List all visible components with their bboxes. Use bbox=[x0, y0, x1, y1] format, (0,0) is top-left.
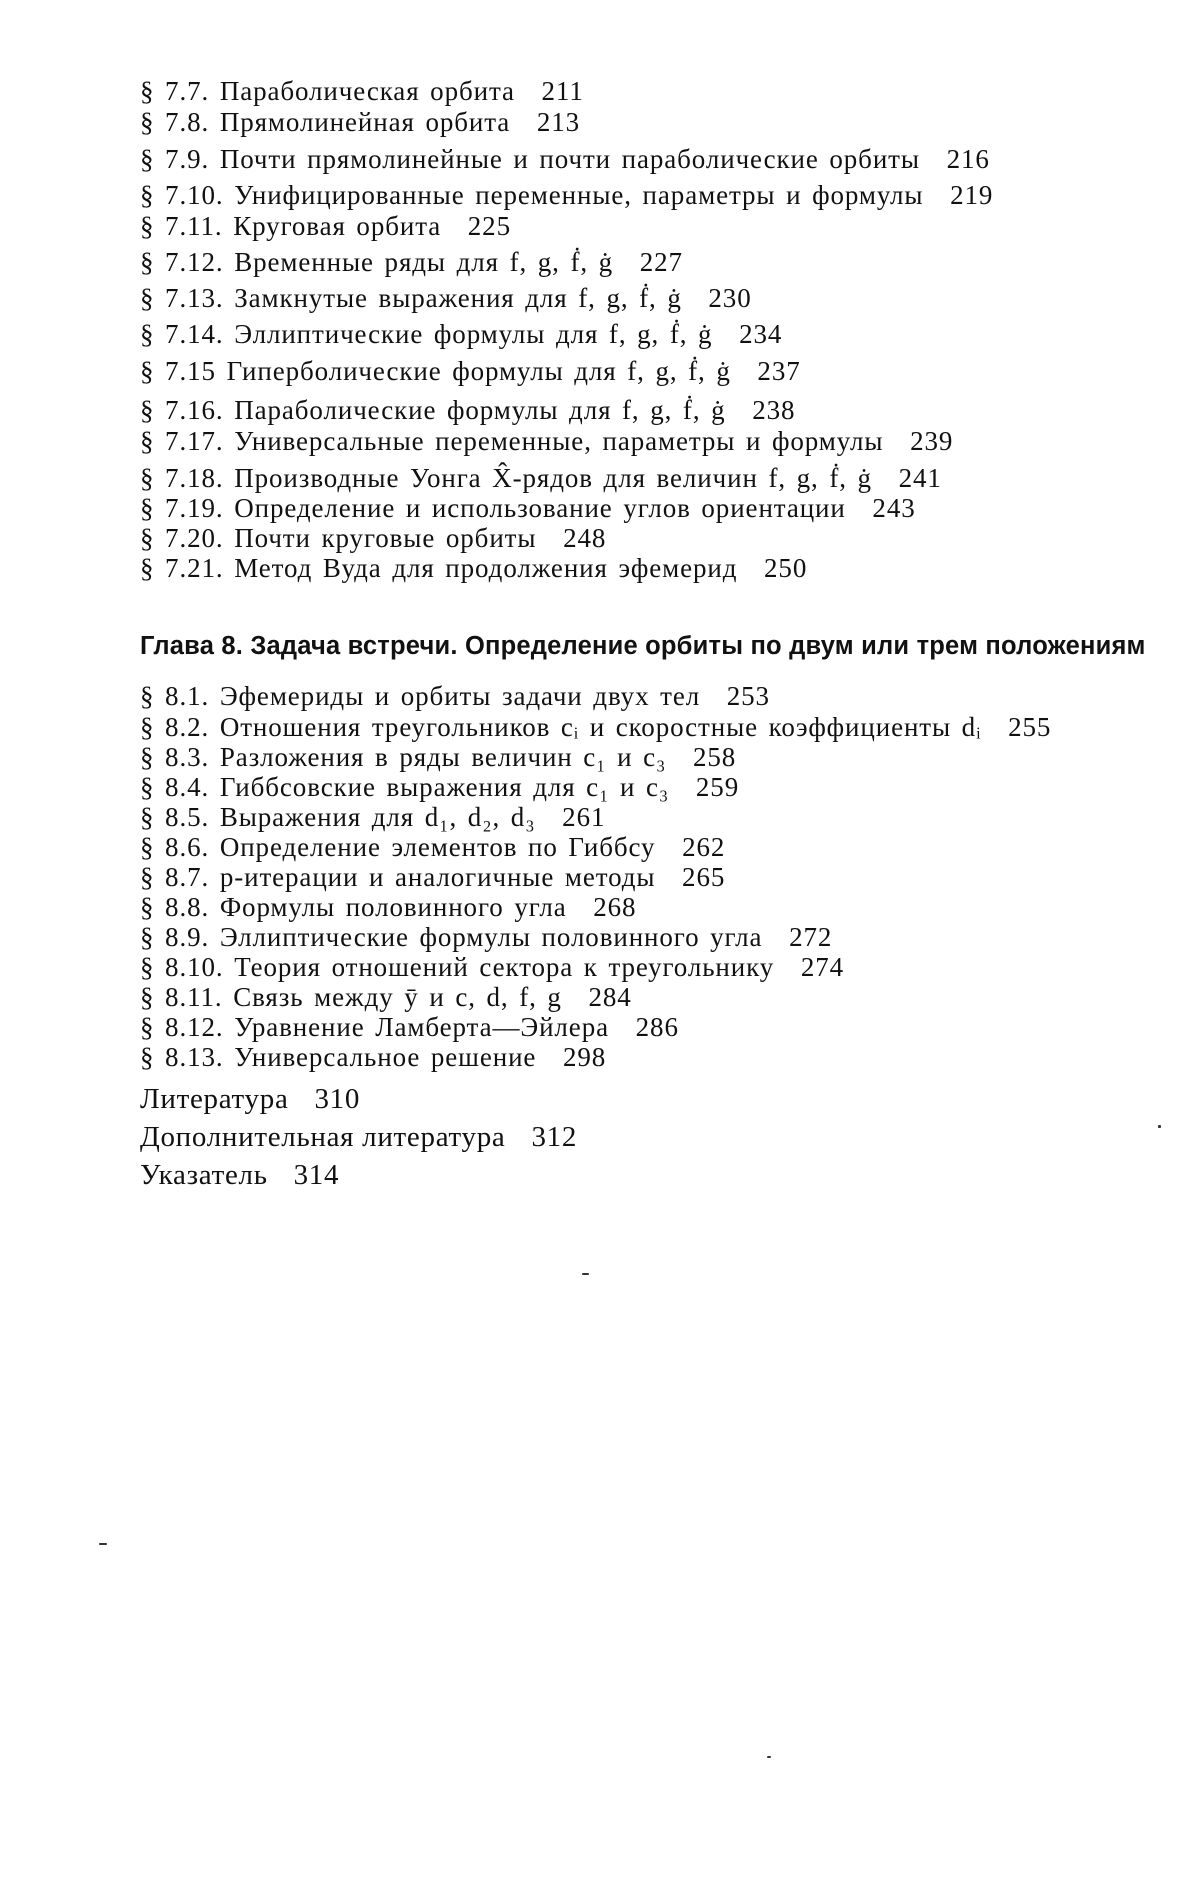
toc-entry-number: § 7.17. bbox=[140, 426, 224, 456]
toc-entry-page: 241 bbox=[898, 463, 942, 493]
toc-entry-title: Определение элементов по Гиббсу bbox=[219, 832, 656, 862]
toc-entry-number: § 7.11. bbox=[140, 211, 223, 241]
toc-entry-number: § 7.10. bbox=[140, 180, 224, 210]
toc-entry-page: 225 bbox=[467, 211, 511, 241]
toc-entry-number: § 7.20. bbox=[140, 523, 224, 553]
toc-entry-page: 272 bbox=[789, 922, 833, 952]
toc-entry bbox=[140, 395, 795, 425]
toc-entry-page: 237 bbox=[757, 356, 801, 386]
toc-entry-page: 259 bbox=[695, 772, 740, 802]
scan-speck bbox=[767, 1756, 771, 1758]
toc-entry-number: § 7.14. bbox=[140, 319, 224, 349]
toc-entry bbox=[140, 1042, 606, 1072]
toc-entry bbox=[140, 922, 832, 952]
toc-entry bbox=[140, 523, 606, 553]
toc-entry bbox=[140, 283, 752, 313]
toc-entry-title: Гиперболические формулы для f, g, ḟ, ġ bbox=[226, 356, 731, 386]
toc-entry-page: 255 bbox=[1008, 712, 1052, 742]
toc-entry-title: Связь между ȳ и c, d, f, g bbox=[233, 982, 562, 1012]
toc-entry-title: Универсальное решение bbox=[234, 1042, 537, 1072]
toc-entry-number: § 7.12. bbox=[140, 247, 224, 277]
toc-entry-page: 274 bbox=[800, 952, 845, 982]
toc-entry bbox=[140, 952, 844, 982]
toc-entry-number: § 8.11. bbox=[140, 982, 223, 1012]
toc-entry-page: 262 bbox=[682, 832, 726, 862]
chapter-heading: Глава 8. Задача встречи. Определение орбиты по двум или трем положениям bbox=[140, 632, 1146, 660]
toc-entry bbox=[140, 1012, 679, 1042]
toc-entry-page: 213 bbox=[536, 107, 581, 137]
toc-entry-page: 298 bbox=[562, 1042, 607, 1072]
toc-entry-title: Эллиптические формулы для f, g, ḟ, ġ bbox=[234, 319, 713, 349]
toc-entry-title: Уравнение Ламберта—Эйлера bbox=[234, 1012, 609, 1042]
toc-entry bbox=[140, 553, 807, 583]
toc-entry-title: Выражения для d₁, d₂, d₃ bbox=[219, 802, 536, 832]
toc-entry-page: 284 bbox=[588, 982, 632, 1012]
toc-entry-page: 230 bbox=[708, 283, 752, 313]
toc-entry bbox=[140, 832, 725, 862]
toc-entry bbox=[140, 463, 942, 493]
toc-entry-page: 239 bbox=[910, 426, 954, 456]
toc-entry-page: 216 bbox=[946, 144, 990, 174]
toc-entry-number: § 7.21. bbox=[140, 553, 224, 583]
toc-entry bbox=[140, 493, 916, 523]
scan-speck bbox=[99, 1543, 107, 1545]
toc-entry-title: Теория отношений сектора к треугольнику bbox=[234, 952, 775, 982]
toc-entry-title: Гиббсовские выражения для c₁ и c₃ bbox=[219, 772, 670, 802]
toc-entry-number: § 8.12. bbox=[140, 1012, 224, 1042]
toc-entry-page: 261 bbox=[562, 802, 606, 832]
toc-entry-page: 243 bbox=[872, 493, 916, 523]
toc-entry-title: Отношения треугольников cᵢ и скоростные коэффициенты dᵢ bbox=[219, 712, 982, 742]
toc-entry-number: § 8.13. bbox=[140, 1042, 224, 1072]
toc-entry bbox=[140, 982, 632, 1012]
toc-entry-title: Почти круговые орбиты bbox=[234, 523, 537, 553]
toc-entry-page: 211 bbox=[541, 76, 584, 106]
toc-entry bbox=[140, 802, 605, 832]
toc-entry-title: Формулы половинного угла bbox=[219, 892, 567, 922]
back-matter-title: Дополнительная литература bbox=[140, 1121, 506, 1153]
toc-entry bbox=[140, 772, 739, 802]
toc-entry-number: § 7.9. bbox=[140, 144, 210, 174]
toc-entry-number: § 8.5. bbox=[140, 802, 210, 832]
toc-entry-title: Прямолинейная орбита bbox=[219, 107, 511, 137]
toc-entry-title: Почти прямолинейные и почти параболические орбиты bbox=[219, 144, 920, 174]
toc-entry bbox=[140, 247, 683, 277]
scan-speck bbox=[582, 1273, 589, 1275]
back-matter-entry bbox=[140, 1159, 339, 1191]
toc-entry-title: Унифицированные переменные, параметры и формулы bbox=[234, 180, 924, 210]
toc-entry bbox=[140, 426, 953, 456]
toc-entry bbox=[140, 862, 725, 892]
toc-entry bbox=[140, 211, 511, 241]
toc-entry-page: 258 bbox=[693, 742, 737, 772]
toc-entry bbox=[140, 107, 580, 137]
back-matter-title: Литература bbox=[140, 1083, 289, 1115]
toc-entry bbox=[140, 681, 770, 711]
toc-entry-number: § 8.1. bbox=[140, 681, 210, 711]
toc-entry-title: Эфемериды и орбиты задачи двух тел bbox=[219, 681, 701, 711]
toc-entry bbox=[140, 892, 636, 922]
toc-entry-page: 238 bbox=[752, 395, 796, 425]
toc-entry-number: § 8.9. bbox=[140, 922, 210, 952]
toc-entry-title: Метод Вуда для продолжения эфемерид bbox=[234, 553, 738, 583]
toc-entry-page: 265 bbox=[682, 862, 726, 892]
toc-entry-number: § 7.16. bbox=[140, 395, 224, 425]
back-matter-entry bbox=[140, 1083, 360, 1115]
toc-entry-number: § 8.6. bbox=[140, 832, 210, 862]
toc-entry-number: § 7.15 bbox=[140, 356, 216, 386]
toc-entry bbox=[140, 76, 584, 106]
back-matter-entry bbox=[140, 1121, 577, 1153]
toc-entry-number: § 8.2. bbox=[140, 712, 210, 742]
toc-entry-number: § 8.8. bbox=[140, 892, 210, 922]
toc-entry bbox=[140, 742, 736, 772]
toc-entry-number: § 7.18. bbox=[140, 463, 224, 493]
toc-entry-page: 248 bbox=[563, 523, 607, 553]
toc-entry-page: 219 bbox=[950, 180, 994, 210]
toc-entry-title: Универсальные переменные, параметры и формулы bbox=[234, 426, 884, 456]
toc-entry-page: 250 bbox=[764, 553, 808, 583]
back-matter-title: Указатель bbox=[140, 1159, 268, 1191]
toc-entry-number: § 7.7. bbox=[140, 76, 210, 106]
toc-entry-title: Круговая орбита bbox=[233, 211, 442, 241]
toc-entry bbox=[140, 180, 993, 210]
toc-entry-page: 286 bbox=[635, 1012, 679, 1042]
toc-entry-number: § 7.8. bbox=[140, 107, 210, 137]
toc-entry-title: Параболические формулы для f, g, ḟ, ġ bbox=[234, 395, 726, 425]
toc-entry-title: Разложения в ряды величин c₁ и c₃ bbox=[219, 742, 667, 772]
toc-entry-number: § 8.4. bbox=[140, 772, 210, 802]
scan-speck bbox=[1158, 1125, 1161, 1128]
toc-entry-number: § 8.10. bbox=[140, 952, 224, 982]
toc-entry-title: Замкнутые выражения для f, g, ḟ, ġ bbox=[234, 283, 682, 313]
toc-entry-title: Временные ряды для f, g, ḟ, ġ bbox=[234, 247, 614, 277]
toc-entry-page: 268 bbox=[593, 892, 637, 922]
toc-entry-number: § 7.13. bbox=[140, 283, 224, 313]
toc-entry bbox=[140, 712, 1051, 742]
toc-entry bbox=[140, 319, 782, 349]
back-matter-page: 314 bbox=[293, 1159, 340, 1191]
toc-entry-title: p-итерации и аналогичные методы bbox=[219, 862, 656, 892]
toc-entry bbox=[140, 356, 801, 386]
back-matter-page: 310 bbox=[314, 1083, 361, 1115]
toc-entry-page: 227 bbox=[639, 247, 683, 277]
toc-entry-title: Параболическая орбита bbox=[219, 76, 515, 106]
toc-entry-page: 253 bbox=[726, 681, 770, 711]
toc-entry-number: § 8.3. bbox=[140, 742, 210, 772]
toc-entry-title: Определение и использование углов ориентации bbox=[234, 493, 846, 523]
toc-entry-title: Эллиптические формулы половинного угла bbox=[219, 922, 763, 952]
back-matter-page: 312 bbox=[531, 1121, 578, 1153]
toc-entry bbox=[140, 144, 990, 174]
toc-entry-number: § 8.7. bbox=[140, 862, 210, 892]
toc-entry-page: 234 bbox=[739, 319, 783, 349]
toc-entry-number: § 7.19. bbox=[140, 493, 224, 523]
toc-entry-title: Производные Уонга X̂-рядов для величин f, g, ḟ, ġ bbox=[234, 463, 872, 493]
